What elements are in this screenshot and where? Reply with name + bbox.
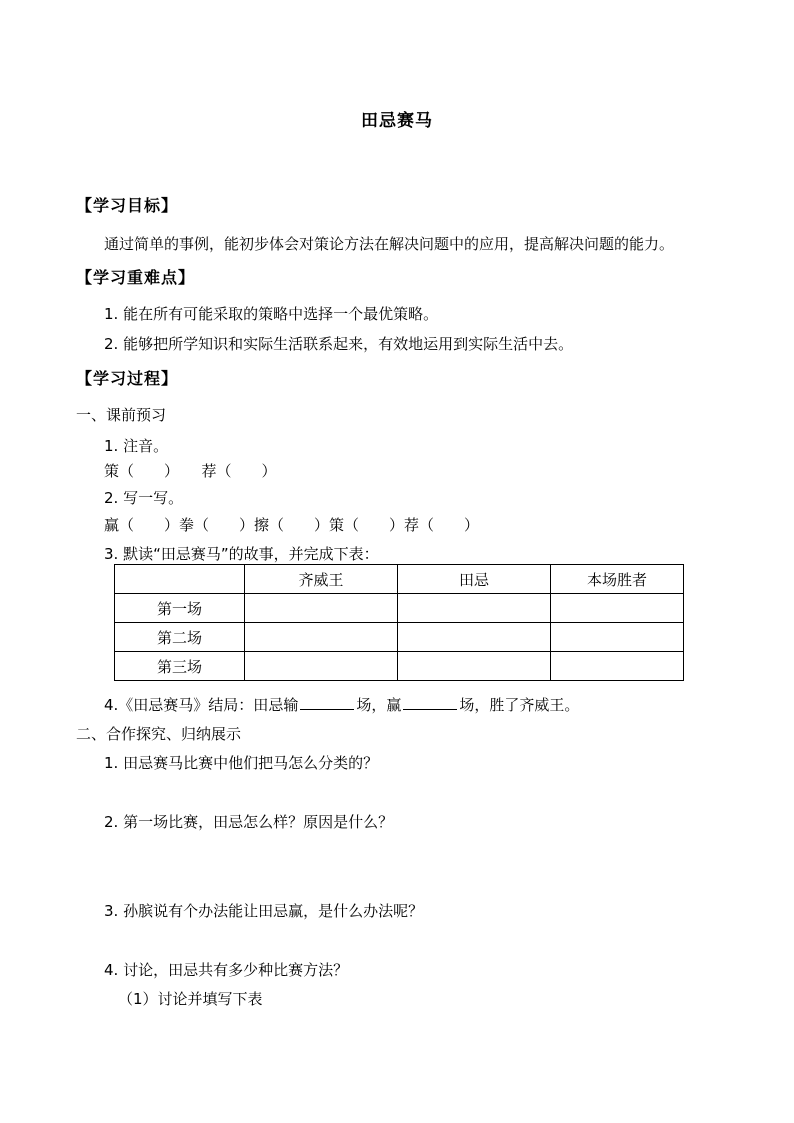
match-table <box>114 564 684 681</box>
table-header-cell: 田忌 <box>398 565 551 594</box>
table-cell[interactable] <box>398 623 551 652</box>
part2-q4: 4. 讨论，田忌共有多少种比赛方法？ <box>104 961 349 979</box>
part1-q3: 3. 默读“田忌赛马”的故事，并完成下表： <box>104 545 379 563</box>
table-cell[interactable] <box>551 594 684 623</box>
process-heading: 【学习过程】 <box>76 369 179 388</box>
table-cell[interactable] <box>551 623 684 652</box>
table-cell[interactable] <box>398 652 551 681</box>
part2-q2: 2. 第一场比赛，田忌怎么样？原因是什么？ <box>104 813 394 831</box>
table-row-label: 第三场 <box>115 652 245 681</box>
part2-q1: 1. 田忌赛马比赛中他们把马怎么分类的？ <box>104 754 379 772</box>
part2-q3: 3. 孙膑说有个办法能让田忌赢，是什么办法呢？ <box>104 902 424 920</box>
table-cell[interactable] <box>245 594 398 623</box>
q4-mid: 场，赢 <box>356 696 402 714</box>
table-header-row <box>115 565 684 594</box>
table-cell[interactable] <box>245 623 398 652</box>
key-heading: 【学习重难点】 <box>76 268 196 287</box>
page-title: 田忌赛马 <box>361 111 433 131</box>
goal-heading: 【学习目标】 <box>76 196 179 215</box>
part1-q1-line: 策（ ） 荐（ ） <box>104 462 277 480</box>
table-row <box>115 594 684 623</box>
key-item-2: 2. 能够把所学知识和实际生活联系起来，有效地运用到实际生活中去。 <box>104 335 574 353</box>
part1-q2: 2. 写一写。 <box>104 489 184 507</box>
table-cell[interactable] <box>551 652 684 681</box>
table-cell[interactable] <box>398 594 551 623</box>
table-row-label: 第一场 <box>115 594 245 623</box>
table-header-cell: 齐威王 <box>245 565 398 594</box>
table-row-label: 第二场 <box>115 623 245 652</box>
answer-blank-win[interactable] <box>403 695 457 710</box>
table-row <box>115 652 684 681</box>
table-row <box>115 623 684 652</box>
table-header-cell <box>115 565 245 594</box>
key-item-1: 1. 能在所有可能采取的策略中选择一个最优策略。 <box>104 305 439 323</box>
answer-blank-lose[interactable] <box>300 695 354 710</box>
part1-q2-line: 赢（ ）拳（ ）擦（ ）策（ ）荐（ ） <box>104 516 480 534</box>
q4-suffix: 场，胜了齐威王。 <box>459 696 580 714</box>
goal-text: 通过简单的事例，能初步体会对策论方法在解决问题中的应用，提高解决问题的能力。 <box>104 235 675 253</box>
part2-heading: 二、合作探究、归纳展示 <box>76 725 242 743</box>
part1-q4 <box>104 694 579 715</box>
table-cell[interactable] <box>245 652 398 681</box>
part2-q4-sub: （1）讨论并填写下表 <box>118 990 263 1008</box>
part1-q1: 1. 注音。 <box>104 437 169 455</box>
q4-prefix: 4.《田忌赛马》结局：田忌输 <box>104 696 299 714</box>
part1-heading: 一、课前预习 <box>76 406 167 424</box>
table-header-cell: 本场胜者 <box>551 565 684 594</box>
